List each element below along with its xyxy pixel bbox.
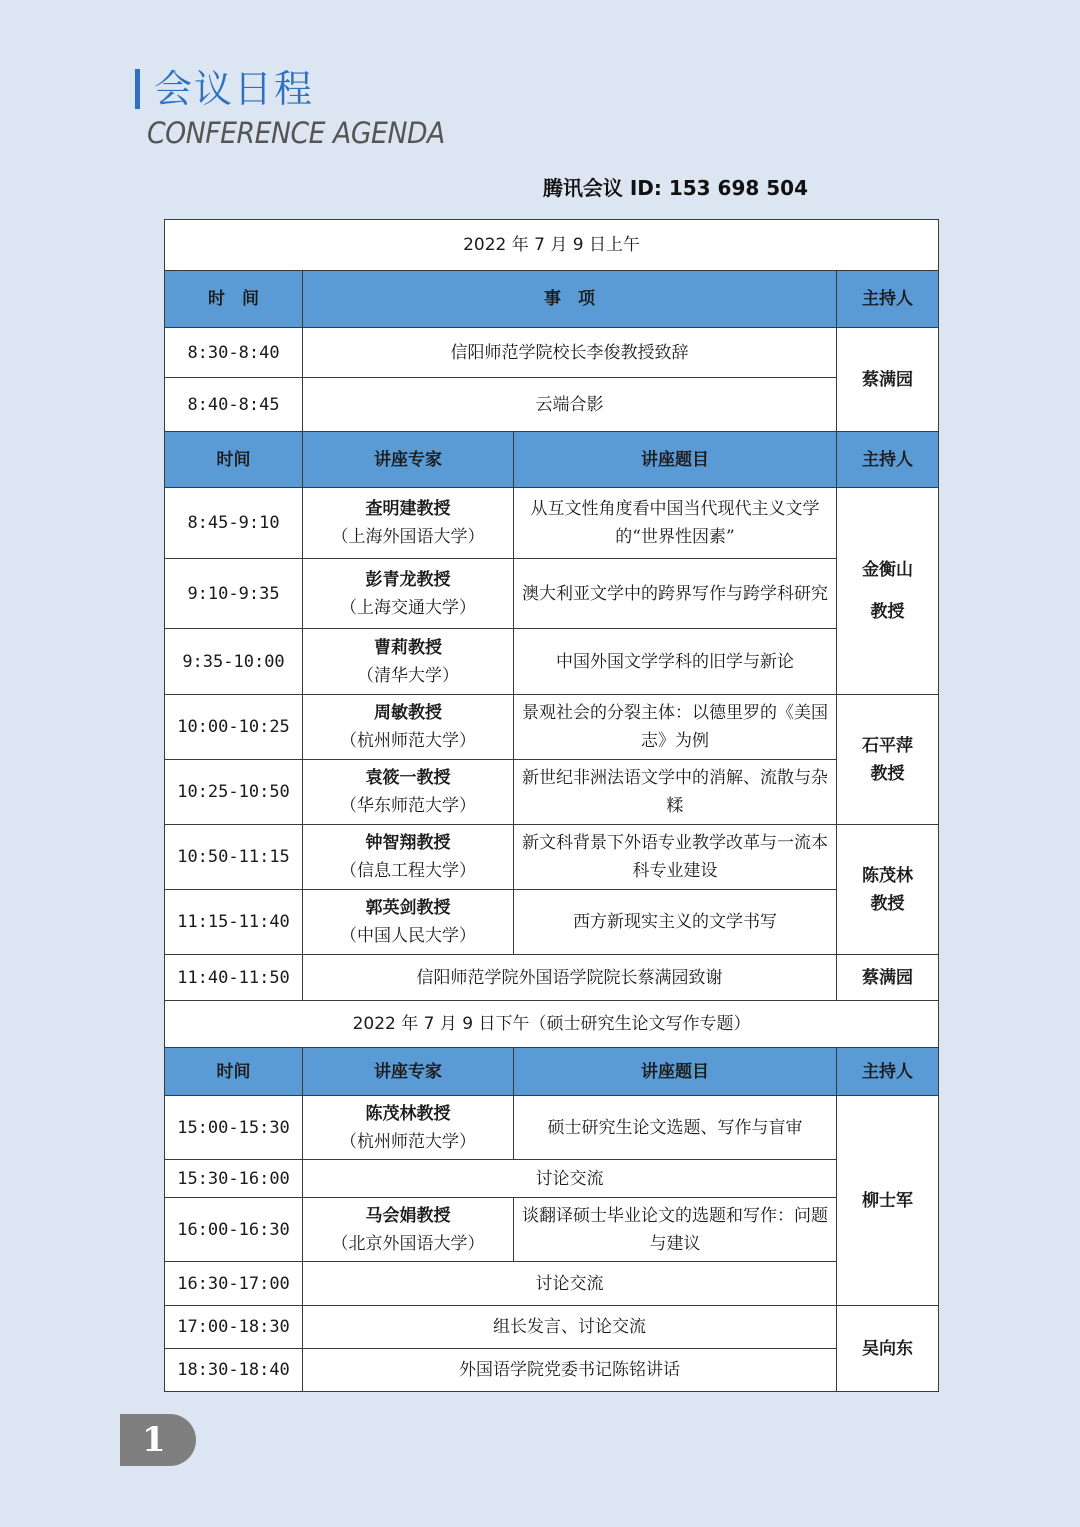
speaker-name: 郭英剑教授 — [365, 898, 451, 918]
time-cell: 8:30-8:40 — [165, 328, 303, 378]
item-cell: 讨论交流 — [303, 1160, 837, 1198]
host-cell: 吴向东 — [837, 1306, 939, 1392]
host-cell: 蔡满园 — [837, 328, 939, 432]
header-time: 时间 — [165, 1048, 303, 1096]
header-time: 时 间 — [165, 271, 303, 328]
speaker-cell — [303, 559, 514, 629]
topic-cell: 硕士研究生论文选题、写作与盲审 — [514, 1096, 837, 1160]
speaker-affiliation: （中国人民大学） — [340, 926, 476, 946]
time-cell: 9:35-10:00 — [165, 629, 303, 695]
date-row-morning — [165, 220, 939, 271]
speaker-name: 袁筱一教授 — [365, 768, 451, 788]
header-time: 时间 — [165, 432, 303, 488]
header-speaker: 讲座专家 — [303, 432, 514, 488]
speaker-name: 马会娟教授 — [365, 1205, 451, 1226]
speaker-name: 查明建教授 — [365, 499, 451, 519]
time-cell: 16:30-17:00 — [165, 1262, 303, 1306]
page-title: 会议日程 — [154, 67, 315, 111]
page-number-badge: 1 — [120, 1414, 196, 1466]
speaker-cell — [303, 1096, 514, 1160]
item-cell: 信阳师范学院校长李俊教授致辞 — [303, 328, 837, 378]
title-row — [135, 66, 471, 112]
speaker-cell — [303, 890, 514, 955]
header-host: 主持人 — [837, 432, 939, 488]
speaker-name: 彭青龙教授 — [365, 569, 451, 590]
title-accent-bar — [135, 69, 140, 109]
header-host: 主持人 — [837, 271, 939, 328]
table-row — [165, 1160, 939, 1198]
item-cell: 组长发言、讨论交流 — [303, 1306, 837, 1349]
date-row-afternoon — [165, 1001, 939, 1048]
item-cell: 信阳师范学院外国语学院院长蔡满园致谢 — [303, 955, 837, 1001]
speaker-affiliation: （华东师范大学） — [340, 796, 476, 816]
table-row — [165, 890, 939, 955]
topic-cell: 澳大利亚文学中的跨界写作与跨学科研究 — [514, 559, 837, 629]
header-row — [165, 1048, 939, 1096]
speaker-cell — [303, 695, 514, 760]
header-host: 主持人 — [837, 1048, 939, 1096]
host-cell: 柳士军 — [837, 1096, 939, 1306]
page-subtitle: CONFERENCE AGENDA — [147, 116, 445, 150]
time-cell: 9:10-9:35 — [165, 559, 303, 629]
table-row — [165, 955, 939, 1001]
table-row — [165, 1306, 939, 1349]
time-cell: 10:50-11:15 — [165, 825, 303, 890]
host-title: 教授 — [870, 763, 905, 784]
table-row — [165, 760, 939, 825]
topic-cell: 中国外国文学学科的旧学与新论 — [514, 629, 837, 695]
table-row — [165, 695, 939, 760]
item-cell: 讨论交流 — [303, 1262, 837, 1306]
host-cell: 蔡满园 — [837, 955, 939, 1001]
host-title: 教授 — [870, 602, 905, 622]
host-name: 陈茂林 — [862, 865, 914, 886]
time-cell: 18:30-18:40 — [165, 1349, 303, 1392]
table-row — [165, 1198, 939, 1262]
table-row — [165, 488, 939, 559]
time-cell: 15:00-15:30 — [165, 1096, 303, 1160]
speaker-name: 陈茂林教授 — [365, 1103, 451, 1124]
speaker-affiliation: （杭州师范大学） — [340, 731, 476, 751]
time-cell: 10:25-10:50 — [165, 760, 303, 825]
time-cell: 16:00-16:30 — [165, 1198, 303, 1262]
time-cell: 11:15-11:40 — [165, 890, 303, 955]
header-topic: 讲座题目 — [514, 432, 837, 488]
date-afternoon: 2022 年 7 月 9 日下午（硕士研究生论文写作专题） — [165, 1001, 939, 1048]
speaker-affiliation: （清华大学） — [357, 665, 459, 686]
table-row — [165, 1262, 939, 1306]
speaker-cell — [303, 629, 514, 695]
topic-cell: 从互文性角度看中国当代现代主义文学的“世界性因素” — [514, 488, 837, 559]
speaker-cell — [303, 825, 514, 890]
host-title: 教授 — [870, 893, 905, 914]
time-cell: 8:40-8:45 — [165, 378, 303, 432]
topic-cell: 新世纪非洲法语文学中的消解、流散与杂糅 — [514, 760, 837, 825]
speaker-name: 曹莉教授 — [374, 637, 442, 658]
host-cell — [837, 695, 939, 825]
meeting-id: 腾讯会议 ID: 153 698 504 — [542, 176, 808, 200]
topic-cell: 景观社会的分裂主体：以德里罗的《美国志》为例 — [514, 695, 837, 760]
speaker-affiliation: （上海外国语大学） — [331, 527, 485, 547]
host-cell — [837, 825, 939, 955]
host-cell — [837, 488, 939, 695]
speaker-name: 钟智翔教授 — [365, 833, 451, 853]
table-row — [165, 1349, 939, 1392]
time-cell: 11:40-11:50 — [165, 955, 303, 1001]
speaker-affiliation: （杭州师范大学） — [340, 1131, 476, 1152]
host-name: 金衡山 — [862, 560, 914, 580]
header-row — [165, 271, 939, 328]
speaker-affiliation: （北京外国语大学） — [331, 1233, 485, 1254]
header-speaker: 讲座专家 — [303, 1048, 514, 1096]
header-topic: 讲座题目 — [514, 1048, 837, 1096]
time-cell: 17:00-18:30 — [165, 1306, 303, 1349]
speaker-cell — [303, 1198, 514, 1262]
table-row — [165, 629, 939, 695]
page-header — [135, 66, 471, 150]
time-cell: 8:45-9:10 — [165, 488, 303, 559]
date-morning: 2022 年 7 月 9 日上午 — [165, 220, 939, 271]
item-cell: 云端合影 — [303, 378, 837, 432]
table-row — [165, 1096, 939, 1160]
speaker-name: 周敏教授 — [374, 703, 442, 723]
table-row — [165, 559, 939, 629]
table-row — [165, 378, 939, 432]
topic-cell: 新文科背景下外语专业教学改革与一流本科专业建设 — [514, 825, 837, 890]
header-row — [165, 432, 939, 488]
speaker-cell — [303, 488, 514, 559]
item-cell: 外国语学院党委书记陈铭讲话 — [303, 1349, 837, 1392]
speaker-cell — [303, 760, 514, 825]
speaker-affiliation: （上海交通大学） — [340, 597, 476, 618]
topic-cell: 西方新现实主义的文学书写 — [514, 890, 837, 955]
table-row — [165, 328, 939, 378]
topic-cell: 谈翻译硕士毕业论文的选题和写作：问题与建议 — [514, 1198, 837, 1262]
speaker-affiliation: （信息工程大学） — [340, 861, 476, 881]
agenda-table — [164, 219, 939, 1392]
host-name: 石平萍 — [862, 735, 914, 756]
table-row — [165, 825, 939, 890]
header-item: 事 项 — [303, 271, 837, 328]
time-cell: 15:30-16:00 — [165, 1160, 303, 1198]
time-cell: 10:00-10:25 — [165, 695, 303, 760]
